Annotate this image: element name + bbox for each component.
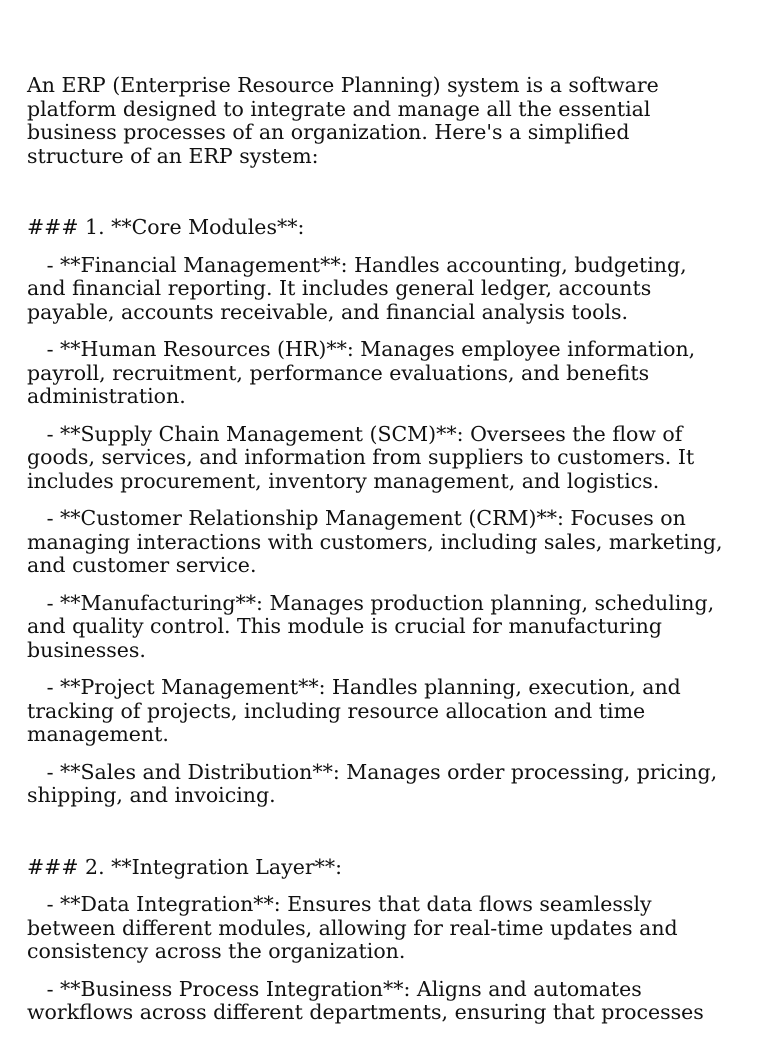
list-item-data-integration: - **Data Integration**: Ensures that data flows seamlessly between different modules, allowing for real-time updates and consistency across the organization.: [27, 892, 685, 963]
section-heading: ### 1. **Core Modules**:: [27, 215, 305, 239]
document-body: [27, 73, 730, 1039]
list-item-sales-distribution: - **Sales and Distribution**: Manages order processing, pricing, shipping, and invoicing.: [27, 759, 724, 807]
list-item-manufacturing: - **Manufacturing**: Manages production planning, scheduling, and quality control. This module is crucial for manufacturing businesses.: [27, 590, 721, 662]
list-item-supply-chain-management: - **Supply Chain Management (SCM)**: Oversees the flow of goods, services, and information from suppliers to customers. It includes procurement, inventory management, and logistics.: [27, 421, 701, 493]
list-item-project-management: - **Project Management**: Handles planning, execution, and tracking of projects, including resource allocation and time management.: [27, 675, 688, 746]
list-item-crm: - **Customer Relationship Management (CRM)**: Focuses on managing interactions with customers, including sales, marketing, and customer service.: [27, 506, 730, 577]
section-spacer: [27, 822, 727, 856]
list-item-human-resources: - **Human Resources (HR)**: Manages employee information, payroll, recruitment, performance evaluations, and benefits administration.: [27, 337, 702, 408]
section-heading: ### 2. **Integration Layer**:: [27, 854, 343, 879]
intro-paragraph: An ERP (Enterprise Resource Planning) system is a software platform designed to integrate and manage all the essential business processes of an organization. Here's a simplified structure of an ERP system:: [27, 73, 666, 168]
list-item-financial-management: - **Financial Management**: Handles accounting, budgeting, and financial reporting. It includes general ledger, accounts payable, accounts receivable, and financial analysis tools.: [27, 252, 694, 324]
section-core-modules: [27, 215, 730, 808]
list-item-business-process-integration: - **Business Process Integration**: Aligns and automates workflows across different departments, ensuring that processes: [27, 976, 704, 1024]
section-integration-layer: [27, 856, 727, 1025]
